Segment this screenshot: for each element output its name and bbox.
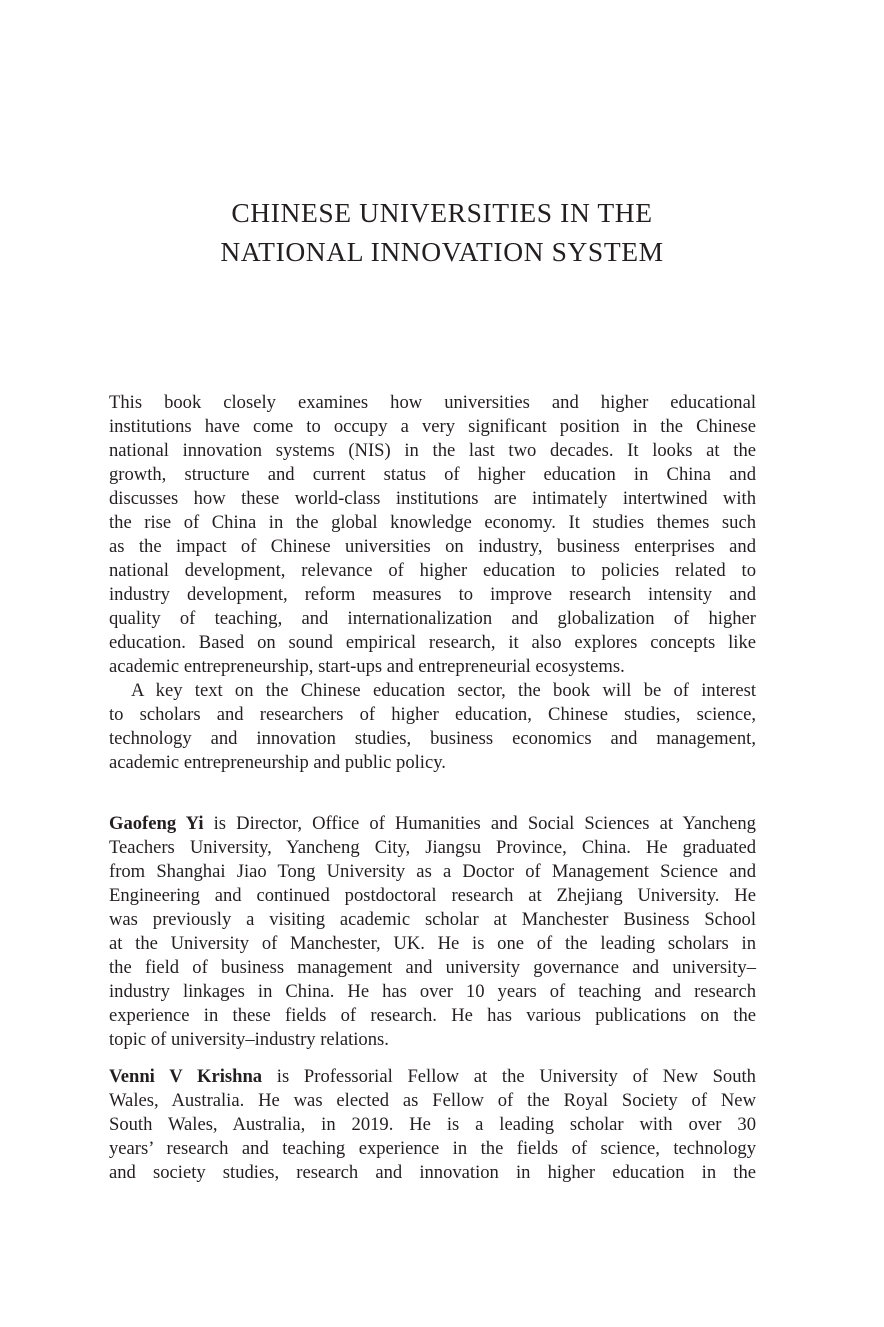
text-line: to scholars and researchers of higher education, Chinese studies, science, <box>109 704 756 725</box>
text-line: experience in these fields of research. He has various publications on the <box>109 1005 756 1026</box>
description-paragraph-2 <box>109 679 756 775</box>
text-line: This book closely examines how universities and higher educational <box>109 392 756 413</box>
author-bio-venni-krishna <box>109 1065 756 1185</box>
book-description <box>109 391 756 775</box>
author-bio-gaofeng-yi <box>109 812 756 1052</box>
text-line: as the impact of Chinese universities on industry, business enterprises and <box>109 536 756 557</box>
text-line: growth, structure and current status of higher education in China and <box>109 464 756 485</box>
text-line: academic entrepreneurship, start-ups and entrepreneurial ecosystems. <box>109 656 625 677</box>
text-line: national innovation systems (NIS) in the last two decades. It looks at the <box>109 440 756 461</box>
book-title-line-1: CHINESE UNIVERSITIES IN THE <box>231 197 653 228</box>
text-line <box>109 812 756 836</box>
text-line: Teachers University, Yancheng City, Jiangsu Province, China. He graduated <box>109 837 756 858</box>
text-line: and society studies, research and innovation in higher education in the <box>109 1162 756 1183</box>
book-title <box>0 193 884 271</box>
text-line: institutions have come to occupy a very significant position in the Chinese <box>109 416 756 437</box>
text-line: topic of university–industry relations. <box>109 1029 389 1050</box>
text-line: at the University of Manchester, UK. He is one of the leading scholars in <box>109 933 756 954</box>
bio-text: is Professorial Fellow at the University of New South <box>262 1066 756 1087</box>
text-line: A key text on the Chinese education sector, the book will be of interest <box>131 680 756 701</box>
text-line: education. Based on sound empirical research, it also explores concepts like <box>109 632 756 653</box>
text-line: industry linkages in China. He has over 10 years of teaching and research <box>109 981 756 1002</box>
text-line: the rise of China in the global knowledge economy. It studies themes such <box>109 512 756 533</box>
text-line: industry development, reform measures to improve research intensity and <box>109 584 756 605</box>
text-line: from Shanghai Jiao Tong University as a Doctor of Management Science and <box>109 861 756 882</box>
text-line: national development, relevance of higher education to policies related to <box>109 560 756 581</box>
text-line: Engineering and continued postdoctoral research at Zhejiang University. He <box>109 885 756 906</box>
text-line: technology and innovation studies, business economics and management, <box>109 728 756 749</box>
text-line: discusses how these world-class institutions are intimately intertwined with <box>109 488 756 509</box>
text-line: South Wales, Australia, in 2019. He is a leading scholar with over 30 <box>109 1114 756 1135</box>
text-line: years’ research and teaching experience in the fields of science, technology <box>109 1138 756 1159</box>
text-line <box>109 1065 756 1089</box>
description-paragraph-1 <box>109 391 756 679</box>
author-name: Gaofeng Yi <box>109 813 204 834</box>
text-line: was previously a visiting academic scholar at Manchester Business School <box>109 909 756 930</box>
text-line: academic entrepreneurship and public policy. <box>109 752 446 773</box>
book-title-line-2: NATIONAL INNOVATION SYSTEM <box>220 236 664 267</box>
bio-text: is Director, Office of Humanities and Social Sciences at Yancheng <box>203 813 756 834</box>
text-line: the field of business management and university governance and university– <box>109 957 756 978</box>
text-line: quality of teaching, and internationalization and globalization of higher <box>109 608 756 629</box>
author-name: Venni V Krishna <box>109 1066 263 1087</box>
text-line: Wales, Australia. He was elected as Fellow of the Royal Society of New <box>109 1090 756 1111</box>
